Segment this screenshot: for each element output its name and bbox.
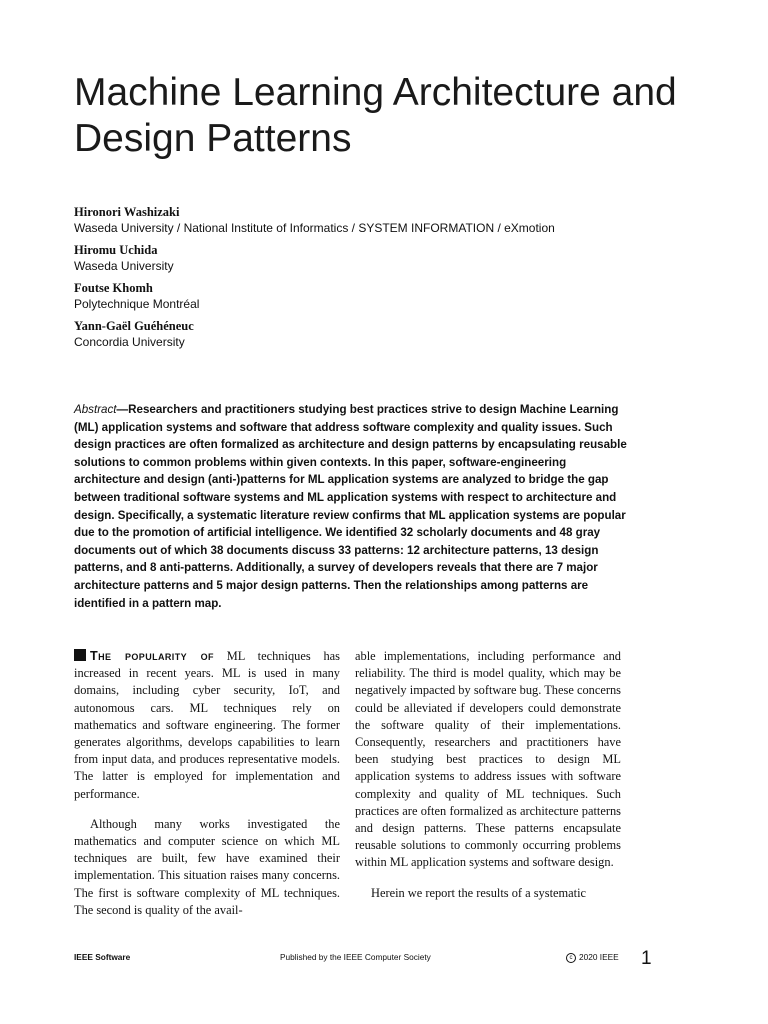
lead-in-text: The popularity of (90, 649, 214, 663)
page-number: 1 (641, 948, 652, 969)
body-column-right (355, 648, 621, 902)
body-paragraph: able implementations, including performance and reliability. The third is model quality, which may be negatively impacted by software bug. These concerns could be alleviated if developers could demonstrate the software quality of their implementations. Consequently, researchers and practitioners have been studying best practices to design ML application systems to address issues with software complexity and quality of ML techniques. Such practices are often formalized as architecture patterns and design patterns. These patterns encapsulate reusable solutions to commonly occurring problems within ML application systems and software design. (355, 649, 621, 870)
body-paragraph: Although many works investigated the mathematics and computer science on which ML techniques are built, few have examined their implementation. This situation raises many concerns. The first is software complexity of ML techniques. The second is quality of the avail- (74, 816, 340, 917)
author-block (74, 280, 674, 312)
author-affiliation: Waseda University (74, 259, 174, 273)
author-affiliation: Concordia University (74, 335, 185, 349)
author-name: Foutse Khomh (74, 281, 153, 295)
paragraph-text: ML techniques has increased in recent years. ML is used in many domains, including cyber security, IoT, and autonomous cars. ML techniques rely on mathematics and software engineering. The former generates algorithms, develops capabilities to learn from input data, and produces representative models. The latter is employed for implementation and performance. (74, 649, 340, 801)
section-marker-icon (74, 649, 86, 661)
body-paragraph (74, 648, 340, 803)
footer-publisher: Published by the IEEE Computer Society (280, 952, 431, 962)
paper-title: Machine Learning Architecture and Design Patterns (74, 71, 677, 160)
footer-journal: IEEE Software (74, 952, 131, 962)
body-column-left (74, 648, 340, 919)
abstract-text: —Researchers and practitioners studying best practices strive to design Machine Learning (ML) application systems and software that address software complexity and quality issues. Such design practices are often formalized as architecture and design patterns by encapsulating reusable solutions to common problems within given contexts. In this paper, software-engineering architecture and design (anti-)patterns for ML application systems are analyzed to bridge the gap between traditional software systems and ML application systems with respect to architecture and design. Specifically, a systematic literature review confirms that ML application systems are popular due to the promotion of artificial intelligence. We identified 32 scholarly documents and 48 gray documents out of which 38 documents discuss 33 patterns: 12 architecture patterns, 13 design patterns, and 8 anti-patterns. Additionally, a survey of developers reveals that there are 7 major architecture patterns and 5 major design patterns. Then the relationships among patterns are identified in a pattern map. (74, 403, 627, 610)
copyright-icon: c (566, 953, 576, 963)
copyright-text: 2020 IEEE (579, 952, 619, 962)
author-name: Hironori Washizaki (74, 205, 180, 219)
author-name: Yann-Gaël Guéhéneuc (74, 319, 194, 333)
body-paragraph: Herein we report the results of a systematic (371, 885, 587, 900)
footer-copyright (566, 952, 619, 963)
author-affiliation: Polytechnique Montréal (74, 297, 200, 311)
abstract (74, 401, 634, 612)
author-name: Hiromu Uchida (74, 243, 158, 257)
author-block (74, 204, 674, 236)
abstract-label: Abstract (74, 403, 117, 416)
author-block (74, 242, 674, 274)
author-block (74, 318, 674, 350)
author-affiliation: Waseda University / National Institute of Informatics / SYSTEM INFORMATION / eXmotion (74, 221, 555, 235)
